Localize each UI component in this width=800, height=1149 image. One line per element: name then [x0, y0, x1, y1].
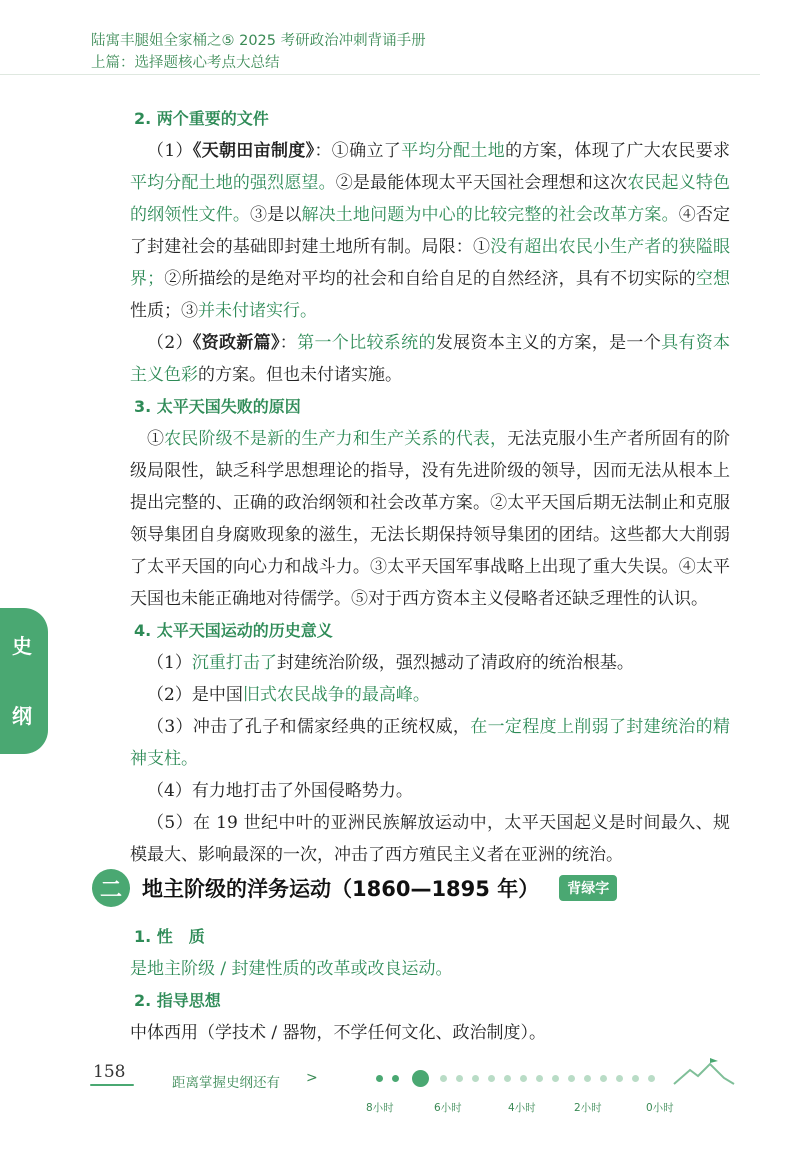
progress-dot — [520, 1075, 527, 1082]
list-item-significance-1: （1）沉重打击了封建统治阶级，强烈撼动了清政府的统治根基。 — [147, 653, 634, 673]
list-item-significance-4: （4）有力地打击了外国侵略势力。 — [147, 781, 413, 801]
progress-track — [366, 1070, 674, 1114]
tick-label: 8小时 — [366, 1102, 394, 1114]
progress-dot — [392, 1075, 399, 1082]
progress-dot — [648, 1075, 655, 1082]
header-book-title: 陆寓丰腿姐全家桶之⑤ 2025 考研政治冲刺背诵手册 — [91, 33, 426, 49]
progress-dot — [472, 1075, 479, 1082]
section-2-content — [130, 921, 730, 1049]
page-header — [91, 30, 426, 74]
progress-dot — [632, 1075, 639, 1082]
header-section-title: 上篇：选择题核心考点大总结 — [91, 55, 280, 71]
heading-historical-significance: 4. 太平天国运动的历史意义 — [134, 621, 333, 640]
list-item-significance-2: （2）是中国旧式农民战争的最高峰。 — [147, 685, 430, 705]
list-item-significance-3: （3）冲击了孔子和儒家经典的正统权威，在一定程度上削弱了封建统治的精神支柱。 — [130, 717, 730, 769]
page-footer — [0, 1058, 800, 1118]
progress-dot — [584, 1075, 591, 1082]
paragraph-tianchao: （1）《天朝田亩制度》：①确立了平均分配土地的方案，体现了广大农民要求平均分配土地的强烈愿望。②是最能体现太平天国社会理想和这次农民起义特色的纲领性文件。③是以解决土地问题为中心的比较完整的社会改革方案。④否定了封建社会的基础即封建土地所有制。局限：①没有超出农民小生产者的狭隘眼界；②所描绘的是绝对平均的社会和自给自足的自然经济，具有不切实际的空想性质；③并未付诸实行。 — [130, 141, 731, 321]
progress-dot — [552, 1075, 559, 1082]
tick-label: 2小时 — [574, 1102, 602, 1114]
progress-dot — [440, 1075, 447, 1082]
paragraph-zizheng: （2）《资政新篇》：第一个比较系统的发展资本主义的方案，是一个具有资本主义色彩的方案。但也未付诸实施。 — [130, 333, 731, 385]
section-2-heading — [92, 868, 617, 908]
mountain-goal-icon — [672, 1058, 736, 1088]
tick-label: 4小时 — [508, 1102, 536, 1114]
progress-dot — [616, 1075, 623, 1082]
text-nature: 是地主阶级 / 封建性质的改革或改良运动。 — [130, 959, 453, 979]
list-item-significance-5: （5）在 19 世纪中叶的亚洲民族解放运动中，太平天国起义是时间最久、规模最大、影响最深的一次，冲击了西方殖民主义者在亚洲的统治。 — [130, 813, 730, 865]
progress-label: 距离掌握史纲还有 — [172, 1075, 280, 1091]
progress-dot — [376, 1075, 383, 1082]
heading-important-documents: 2. 两个重要的文件 — [134, 109, 269, 128]
side-tab-char-1: 史 — [12, 634, 32, 658]
section-2-title: 地主阶级的洋务运动（1860—1895 年） — [142, 877, 540, 901]
heading-nature: 1. 性 质 — [134, 927, 205, 946]
page-number-underline — [90, 1084, 134, 1086]
section-number-badge: 二 — [92, 869, 130, 907]
progress-dot — [568, 1075, 575, 1082]
heading-failure-reasons: 3. 太平天国失败的原因 — [134, 397, 301, 416]
side-chapter-tab[interactable] — [0, 608, 48, 754]
progress-dot — [504, 1075, 511, 1082]
main-content — [130, 103, 730, 871]
paragraph-failure-reasons: ①农民阶级不是新的生产力和生产关系的代表，无法克服小生产者所固有的阶级局限性，缺乏科学思想理论的指导，没有先进阶级的领导，因而无法从根本上提出完整的、正确的政治纲领和社会改革方案。②太平天国后期无法制止和克服领导集团自身腐败现象的滋生，无法长期保持领导集团的团结。这些都大大削弱了太平天国的向心力和战斗力。③太平天国军事战略上出现了重大失误。④太平天国也未能正确地对待儒学。⑤对于西方资本主义侵略者还缺乏理性的认识。 — [130, 429, 731, 609]
chevron-right-icon: > — [306, 1070, 318, 1086]
heading-guiding-thought: 2. 指导思想 — [134, 991, 221, 1010]
progress-dot — [600, 1075, 607, 1082]
progress-current-marker — [412, 1070, 429, 1087]
tick-label: 6小时 — [434, 1102, 462, 1114]
text-guiding-thought: 中体西用（学技术 / 器物，不学任何文化、政治制度）。 — [130, 1023, 547, 1043]
page-number: 158 — [93, 1062, 126, 1082]
progress-dot — [488, 1075, 495, 1082]
side-tab-char-2: 纲 — [12, 704, 32, 728]
progress-dot — [536, 1075, 543, 1082]
header-divider — [0, 74, 760, 75]
tick-label: 0小时 — [646, 1102, 674, 1114]
progress-dot — [456, 1075, 463, 1082]
memorize-green-tag: 背绿字 — [559, 875, 617, 901]
